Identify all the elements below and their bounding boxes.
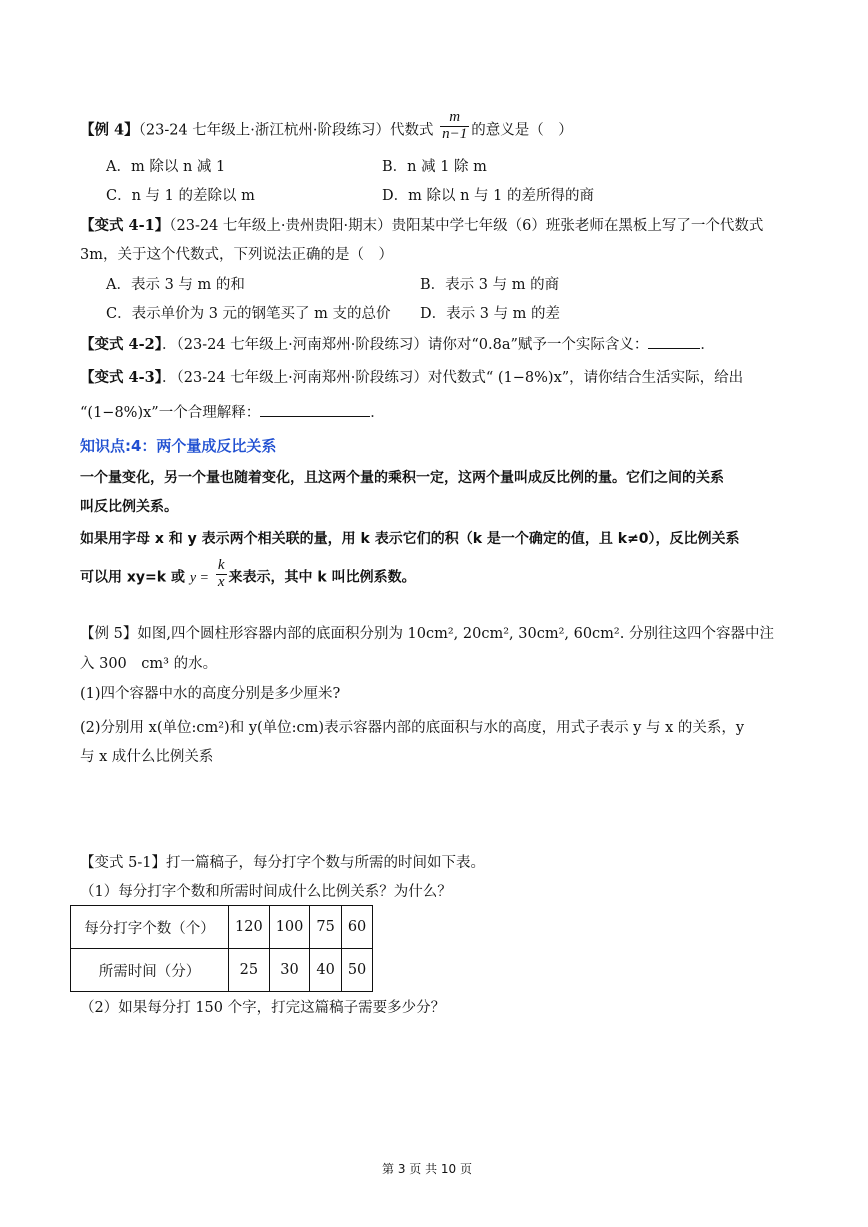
variant51-q2: （2）如果每分打 150 个字，打完这篇稿子需要多少分？ [80,1000,446,1016]
example5-line1: 【例 5】如图,四个圆柱形容器内部的底面积分别为 10cm², 20cm², 30cm², 60cm². 分别往这四个容器中注 [80,626,774,642]
example4-frac-denominator: n−1 [442,125,468,142]
variant41-tag: 【变式 4-1】 [80,217,170,234]
variant41-option-a: A．表示 3 与 m 的和 [106,277,245,293]
knowledge-fraction [216,558,227,591]
example4-source: （23-24 七年级上·浙江杭州·阶段练习） [138,122,391,139]
knowledge-formula-lhs: y = [189,570,209,586]
table-cell: 75 [310,906,341,949]
example4-option-d: D．m 除以 n 与 1 的差所得的商 [382,188,594,204]
typing-table [70,905,373,992]
variant43-tag: 【变式 4-3】 [80,369,162,386]
example4-stem-pre: 代数式 [390,122,434,139]
knowledge-para1-line1: 一个量变化，另一个量也随着变化，且这两个量的乘积一定，这两个量叫成反比例的量。它们之间的关系 [80,470,724,486]
table-cell: 40 [310,949,341,992]
variant41-option-b: B．表示 3 与 m 的商 [420,277,560,293]
variant42-end: ． [700,337,715,353]
page-footer: 第 3 页 共 10 页 [382,1162,472,1176]
variant51-q1: （1）每分打字个数和所需时间成什么比例关系？为什么？ [80,884,452,900]
variant43-line2 [80,401,385,422]
knowledge-heading: 知识点:4：两个量成反比关系 [80,437,277,455]
variant41-line2: 3m，关于这个代数式，下列说法正确的是（ ） [80,247,393,263]
example4-fraction [440,110,469,143]
variant42-text: ．（23-24 七年级上·河南郑州·阶段练习）请你对“0.8a”赋予一个实际含义： [162,337,649,353]
knowledge-frac-denominator: x [217,573,225,590]
variant41-line1 [80,214,763,235]
variant41-option-c: C．表示单价为 3 元的钢笔买了 m 支的总价 [106,306,391,322]
variant41-text1: （23-24 七年级上·贵州贵阳·期末）贵阳某中学七年级（6）班张老师在黑板上写了一个代数式 [169,218,764,234]
variant42-answer-blank[interactable] [648,336,700,349]
variant42-tag: 【变式 4-2】 [80,336,162,353]
example5-line2: 入 300 cm³ 的水。 [80,656,218,672]
knowledge-para1-line2: 叫反比例关系。 [80,499,178,515]
table-cell: 60 [341,906,372,949]
variant43-end: ． [370,405,385,421]
example4-option-c: C．n 与 1 的差除以 m [106,188,255,204]
example4-frac-numerator: m [440,110,469,127]
knowledge-para2-line1: 如果用字母 x 和 y 表示两个相关联的量，用 k 表示它们的积（k 是一个确定的值，且 k≠0），反比例关系 [80,531,740,547]
example5-q2-line1: (2)分别用 x(单位:cm²)和 y(单位:cm)表示容器内部的底面积与水的高度，用式子表示 y 与 x 的关系，y [80,720,745,736]
example5-q1: (1)四个容器中水的高度分别是多少厘米? [80,686,341,702]
table-row [71,949,373,992]
variant41-option-d: D．表示 3 与 m 的差 [420,306,561,322]
example4-option-b: B．n 减 1 除 m [382,159,487,175]
variant43-line1 [80,366,743,387]
variant42 [80,333,715,354]
table-cell: 25 [229,949,270,992]
knowledge-frac-numerator: k [217,557,225,573]
knowledge-para2-line2 [80,557,416,594]
table-cell: 100 [269,906,310,949]
knowledge-para2-pre: 可以用 xy=k 或 [80,569,185,586]
example4-stem [80,109,573,147]
knowledge-para2-post: 来表示，其中 k 叫比例系数。 [228,569,416,586]
variant51-intro: 【变式 5-1】打一篇稿子，每分打字个数与所需的时间如下表。 [80,855,485,871]
table-row1-label: 每分打字个数（个） [71,906,229,949]
table-row2-label: 所需时间（分） [71,949,229,992]
table-row [71,906,373,949]
table-cell: 50 [341,949,372,992]
table-cell: 120 [229,906,270,949]
variant43-answer-blank[interactable] [260,404,370,417]
variant43-text1: ．（23-24 七年级上·河南郑州·阶段练习）对代数式“ (1−8%)x”，请你结合生活实际，给出 [162,370,744,386]
example4-tag: 【例 4】 [80,121,139,139]
example4-option-a: A．m 除以 n 减 1 [106,159,226,175]
example5-q2-line2: 与 x 成什么比例关系 [80,749,214,765]
variant43-text2: “(1−8%)x”一个合理解释： [80,405,261,421]
example4-stem-post: 的意义是（ ） [471,122,573,139]
table-cell: 30 [269,949,310,992]
